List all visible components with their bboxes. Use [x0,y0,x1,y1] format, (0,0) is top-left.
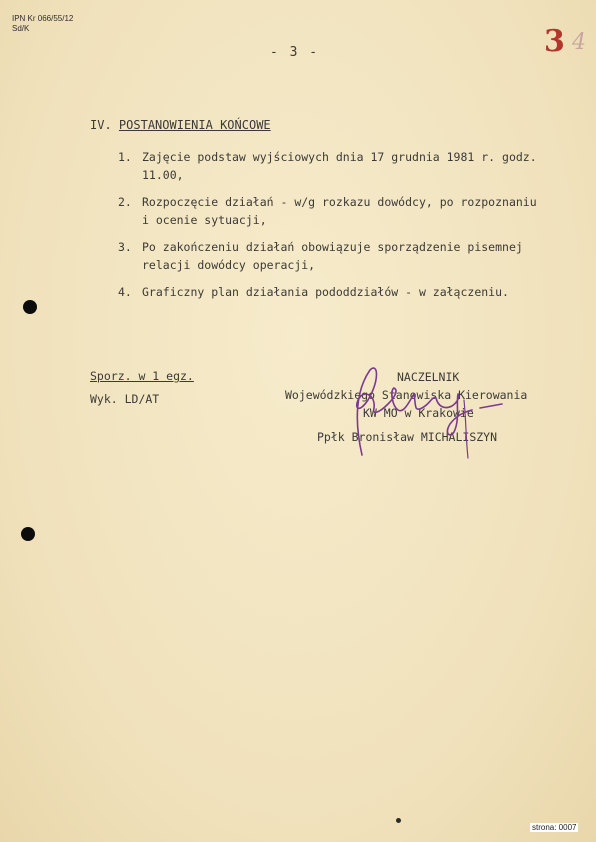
signatory-name: Ppłk Bronisław MICHALISZYN [317,430,498,444]
punch-hole [21,527,35,541]
punch-hole [23,300,37,314]
item-number: 1. [118,150,132,164]
item-number: 4. [118,285,132,299]
section-number: IV. [90,118,112,132]
signatory-title: NACZELNIK [397,370,460,384]
list-item [118,148,568,184]
item-text: Rozpoczęcie działań - w/g rozkazu dowódcy, po rozpoznaniu i ocenie sytuacji, [142,195,537,227]
copies-note: Sporz. w 1 egz. [90,369,194,383]
archive-reference [12,14,73,34]
ink-dot [396,818,401,823]
section-heading [90,118,271,132]
item-text: Po zakończeniu działań obowiązuje sporządzenie pisemnej relacji dowódcy operacji, [142,240,523,272]
page-number: - 3 - [270,45,320,60]
archive-ref-line2: Sd/K [12,24,30,33]
handwritten-signature [340,360,510,465]
stamp-tick: 4 [572,30,586,55]
stamp-number: 3 [544,24,565,59]
item-text: Graficzny plan działania pododdziałów - w załączeniu. [142,285,509,299]
archive-ref-line1: IPN Kr 066/55/12 [12,14,74,23]
page-footer-label: strona: 0007 [532,823,577,832]
provisions-list [118,148,568,310]
item-number: 2. [118,195,132,209]
executed-note: Wyk. LD/AT [90,392,160,406]
list-item [118,238,568,274]
signatory-unit-line2: KW MO w Krakowie [363,406,474,420]
item-number: 3. [118,240,132,254]
item-text: Zajęcie podstaw wyjściowych dnia 17 grudnia 1981 r. godz. 11.00, [142,150,537,182]
section-title: POSTANOWIENIA KOŃCOWE [118,118,271,132]
list-item [118,283,568,301]
list-item [118,193,568,229]
signatory-unit-line1: Wojewódzkiego Stanowiska Kierowania [285,388,528,402]
